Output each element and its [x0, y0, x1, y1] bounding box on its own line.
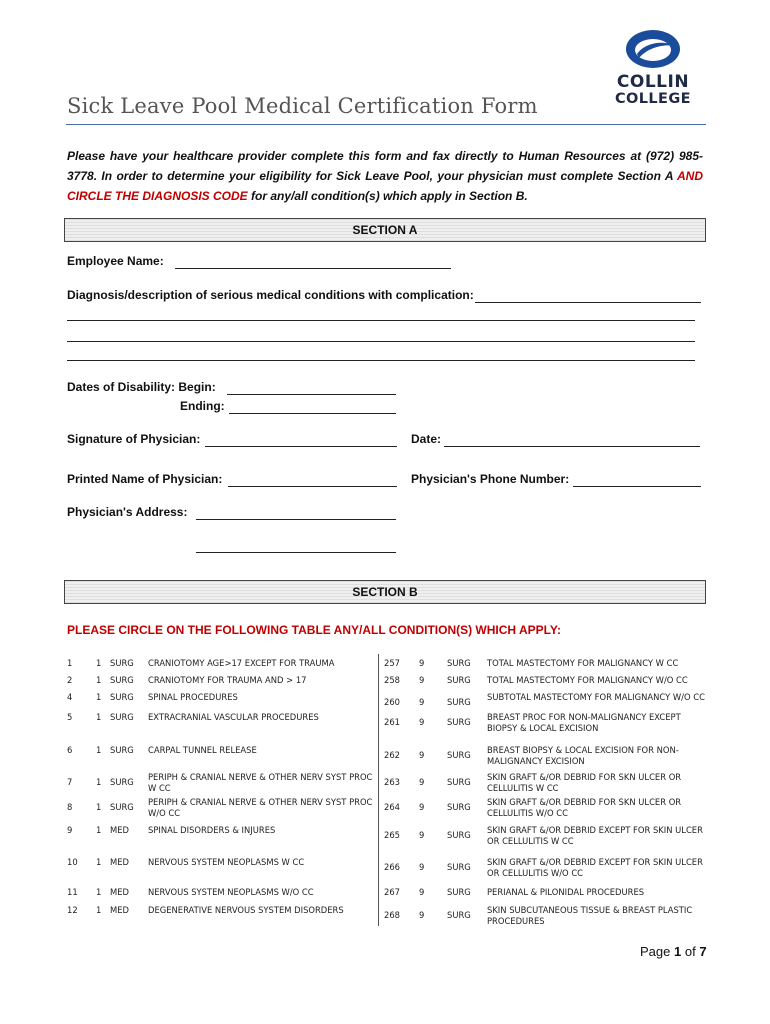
table-cell-description[interactable]: SKIN GRAFT &/OR DEBRID EXCEPT FOR SKIN ULCER OR CELLULITIS W CC	[487, 825, 703, 846]
table-cell-code[interactable]: 267	[384, 887, 400, 897]
table-cell-type[interactable]: SURG	[447, 802, 471, 812]
table-cell-type[interactable]: SURG	[447, 862, 471, 872]
table-cell-num[interactable]: 1	[96, 692, 102, 702]
table-cell-num[interactable]: 9	[419, 717, 425, 727]
table-cell-description[interactable]: CARPAL TUNNEL RELEASE	[148, 745, 257, 755]
table-cell-type[interactable]: SURG	[447, 777, 471, 787]
table-cell-type[interactable]: SURG	[447, 717, 471, 727]
table-cell-code[interactable]: 7	[67, 777, 73, 787]
table-cell-type[interactable]: SURG	[110, 745, 134, 755]
table-cell-type[interactable]: SURG	[110, 712, 134, 722]
table-cell-code[interactable]: 4	[67, 692, 73, 702]
page-number	[640, 944, 707, 959]
table-cell-description[interactable]: NERVOUS SYSTEM NEOPLASMS W/O CC	[148, 887, 314, 897]
table-cell-type[interactable]: MED	[110, 857, 129, 867]
table-cell-type[interactable]: SURG	[110, 692, 134, 702]
table-cell-type[interactable]: SURG	[110, 658, 134, 668]
table-cell-code[interactable]: 5	[67, 712, 73, 722]
table-cell-num[interactable]: 9	[419, 910, 425, 920]
table-cell-num[interactable]: 9	[419, 802, 425, 812]
diagnosis-label: Diagnosis/description of serious medical conditions with complication:	[67, 288, 474, 302]
table-cell-num[interactable]: 9	[419, 750, 425, 760]
table-cell-code[interactable]: 10	[67, 857, 78, 867]
table-cell-num[interactable]: 9	[419, 830, 425, 840]
table-cell-type[interactable]: MED	[110, 825, 129, 835]
table-cell-description[interactable]: SKIN GRAFT &/OR DEBRID FOR SKN ULCER OR CELLULITIS W CC	[487, 772, 682, 793]
phone-label: Physician's Phone Number:	[411, 472, 570, 486]
table-cell-type[interactable]: SURG	[110, 675, 134, 685]
employee-name-label: Employee Name:	[67, 254, 164, 268]
page-title: Sick Leave Pool Medical Certification Form	[67, 94, 538, 118]
signature-label: Signature of Physician:	[67, 432, 201, 446]
table-cell-num[interactable]: 1	[96, 745, 102, 755]
table-cell-type[interactable]: SURG	[447, 830, 471, 840]
date-label: Date:	[411, 432, 442, 446]
table-cell-description[interactable]: BREAST PROC FOR NON-MALIGNANCY EXCEPT BIOPSY & LOCAL EXCISION	[487, 712, 681, 733]
section-b-header: SECTION B	[64, 580, 706, 604]
table-cell-code[interactable]: 266	[384, 862, 400, 872]
intro-red-text: AND CIRCLE THE DIAGNOSIS CODE	[67, 169, 703, 203]
table-cell-description[interactable]: SUBTOTAL MASTECTOMY FOR MALIGNANCY W/O CC	[487, 692, 705, 702]
page-current: 1	[674, 944, 682, 959]
address-label: Physician's Address:	[67, 505, 188, 519]
table-cell-code[interactable]: 2	[67, 675, 73, 685]
table-cell-num[interactable]: 9	[419, 887, 425, 897]
table-cell-code[interactable]: 12	[67, 905, 78, 915]
table-cell-type[interactable]: SURG	[447, 750, 471, 760]
table-cell-code[interactable]: 261	[384, 717, 400, 727]
table-cell-num[interactable]: 1	[96, 675, 102, 685]
table-cell-description[interactable]: EXTRACRANIAL VASCULAR PROCEDURES	[148, 712, 319, 722]
table-cell-type[interactable]: MED	[110, 905, 129, 915]
table-cell-type[interactable]: SURG	[110, 802, 134, 812]
table-cell-description[interactable]: PERIPH & CRANIAL NERVE & OTHER NERV SYST PROC W/O CC	[148, 797, 373, 818]
table-cell-description[interactable]: CRANIOTOMY AGE>17 EXCEPT FOR TRAUMA	[148, 658, 335, 668]
table-cell-description[interactable]: BREAST BIOPSY & LOCAL EXCISION FOR NON-MALIGNANCY EXCISION	[487, 745, 679, 766]
table-cell-type[interactable]: MED	[110, 887, 129, 897]
table-cell-description[interactable]: SKIN SUBCUTANEOUS TISSUE & BREAST PLASTIC PROCEDURES	[487, 905, 693, 926]
table-cell-code[interactable]: 258	[384, 675, 400, 685]
table-cell-type[interactable]: SURG	[447, 658, 471, 668]
table-cell-description[interactable]: SKIN GRAFT &/OR DEBRID FOR SKN ULCER OR CELLULITIS W/O CC	[487, 797, 682, 818]
table-cell-code[interactable]: 264	[384, 802, 400, 812]
table-cell-num[interactable]: 9	[419, 862, 425, 872]
table-cell-code[interactable]: 265	[384, 830, 400, 840]
table-cell-num[interactable]: 9	[419, 658, 425, 668]
table-cell-code[interactable]: 9	[67, 825, 73, 835]
table-cell-description[interactable]: CRANIOTOMY FOR TRAUMA AND > 17	[148, 675, 307, 685]
section-a-header: SECTION A	[64, 218, 706, 242]
table-cell-num[interactable]: 9	[419, 675, 425, 685]
table-cell-description[interactable]: PERIANAL & PILONIDAL PROCEDURES	[487, 887, 645, 897]
table-cell-description[interactable]: NERVOUS SYSTEM NEOPLASMS W CC	[148, 857, 305, 867]
table-cell-description[interactable]: SPINAL PROCEDURES	[148, 692, 238, 702]
table-cell-code[interactable]: 263	[384, 777, 400, 787]
logo-word-college: COLLEGE	[615, 91, 691, 107]
table-cell-code[interactable]: 260	[384, 697, 400, 707]
page-total: 7	[699, 944, 707, 959]
table-cell-description[interactable]: PERIPH & CRANIAL NERVE & OTHER NERV SYST PROC W CC	[148, 772, 373, 793]
printed-name-label: Printed Name of Physician:	[67, 472, 223, 486]
table-cell-description[interactable]: TOTAL MASTECTOMY FOR MALIGNANCY W CC	[487, 658, 679, 668]
table-cell-num[interactable]: 1	[96, 777, 102, 787]
table-cell-code[interactable]: 257	[384, 658, 400, 668]
table-cell-type[interactable]: SURG	[447, 887, 471, 897]
table-cell-type[interactable]: SURG	[110, 777, 134, 787]
table-cell-code[interactable]: 262	[384, 750, 400, 760]
table-cell-num[interactable]: 9	[419, 777, 425, 787]
table-cell-code[interactable]: 1	[67, 658, 73, 668]
section-b-instruction: PLEASE CIRCLE ON THE FOLLOWING TABLE ANY/ALL CONDITION(S) WHICH APPLY:	[67, 623, 561, 637]
intro-text-1: Please have your healthcare provider complete this form and fax directly to Human Resources at (972) 985-3778. In order to determine your eligibility for Sick Leave Pool, your physician must complete Section A	[67, 149, 703, 183]
table-cell-num[interactable]: 1	[96, 825, 102, 835]
table-cell-num[interactable]: 1	[96, 712, 102, 722]
dates-begin-label: Dates of Disability: Begin:	[67, 380, 216, 394]
table-cell-num[interactable]: 1	[96, 802, 102, 812]
table-cell-description[interactable]: SKIN GRAFT &/OR DEBRID EXCEPT FOR SKIN ULCER OR CELLULITIS W/O CC	[487, 857, 703, 878]
table-cell-description[interactable]: TOTAL MASTECTOMY FOR MALIGNANCY W/O CC	[487, 675, 688, 685]
table-cell-num[interactable]: 9	[419, 697, 425, 707]
table-cell-num[interactable]: 1	[96, 887, 102, 897]
table-cell-code[interactable]: 8	[67, 802, 73, 812]
table-cell-code[interactable]: 11	[67, 887, 78, 897]
intro-text-2: for any/all condition(s) which apply in Section B.	[247, 189, 528, 203]
table-cell-type[interactable]: SURG	[447, 910, 471, 920]
logo-word-collin: COLLIN	[616, 72, 690, 92]
table-cell-type[interactable]: SURG	[447, 697, 471, 707]
table-cell-description[interactable]: SPINAL DISORDERS & INJURES	[148, 825, 276, 835]
table-cell-code[interactable]: 268	[384, 910, 400, 920]
table-cell-type[interactable]: SURG	[447, 675, 471, 685]
page-word: Page	[640, 944, 671, 959]
table-cell-num[interactable]: 1	[96, 905, 102, 915]
table-cell-num[interactable]: 1	[96, 658, 102, 668]
page-of-word: of	[684, 944, 696, 959]
table-cell-description[interactable]: DEGENERATIVE NERVOUS SYSTEM DISORDERS	[148, 905, 344, 915]
dates-end-label: Ending:	[180, 399, 225, 413]
table-cell-code[interactable]: 6	[67, 745, 73, 755]
table-cell-num[interactable]: 1	[96, 857, 102, 867]
